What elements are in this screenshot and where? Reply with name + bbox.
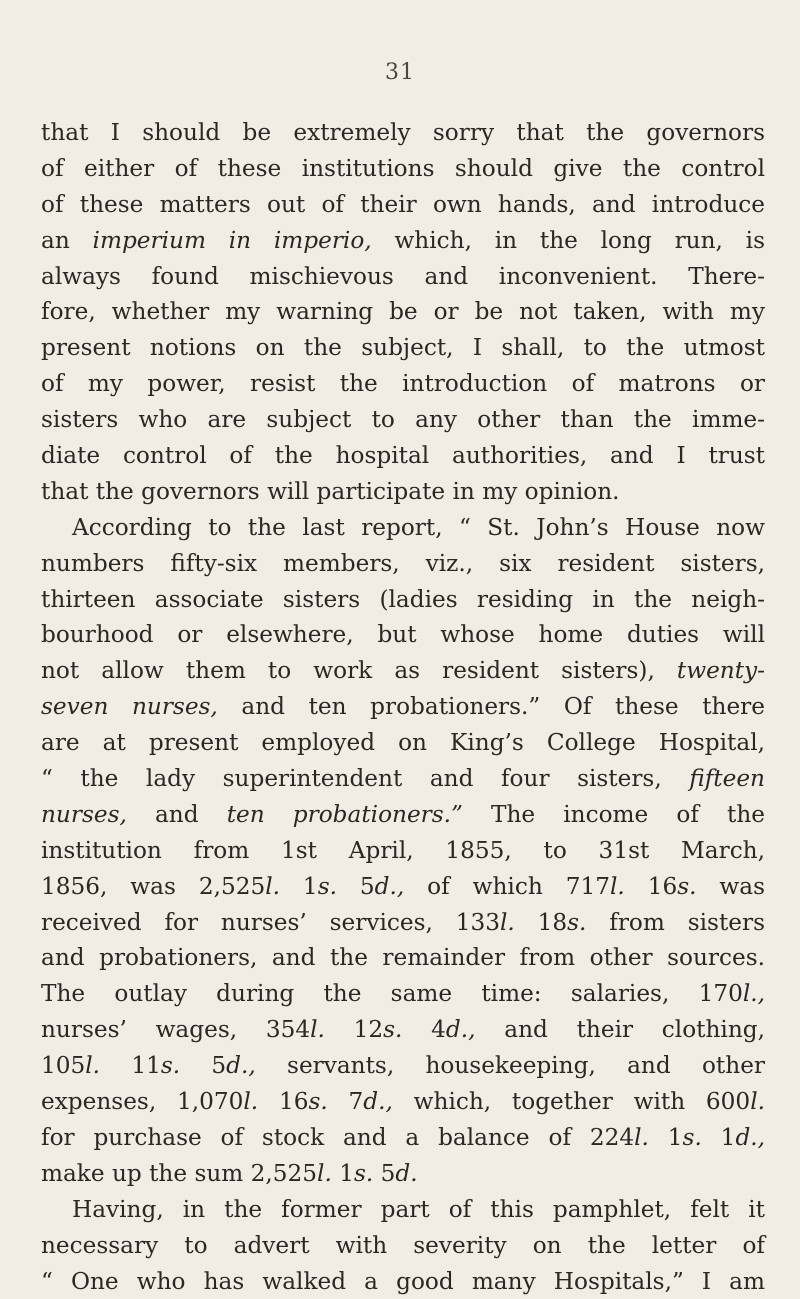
text-line [41, 905, 765, 941]
italic-text: l., [743, 980, 765, 1007]
text-span: and probationers, and the remainder from other sources. [41, 944, 765, 971]
text-line [41, 294, 765, 330]
italic-text: s. [354, 1160, 373, 1187]
italic-text: l. [310, 1016, 325, 1043]
text-span: 16 [625, 873, 677, 900]
text-span: institution from 1st April, 1855, to 31st March, [41, 837, 765, 864]
text-span: bourhood or elsewhere, but whose home duties will [41, 621, 765, 648]
italic-text: l. [85, 1052, 100, 1079]
text-span: 12 [325, 1016, 383, 1043]
text-span: thirteen associate sisters (ladies residing in the neigh- [41, 586, 765, 613]
italic-text: ten probationers.” [227, 801, 463, 828]
text-line [41, 1228, 765, 1264]
italic-text: l. [265, 873, 280, 900]
text-span: are at present employed on King’s College Hospital, [41, 729, 765, 756]
text-line [41, 833, 765, 869]
text-span: which, together with 600 [393, 1088, 750, 1115]
body-text [41, 115, 765, 1299]
text-span: from sisters [586, 909, 765, 936]
text-span: which, in the long run, is [372, 227, 765, 254]
text-span: and [127, 801, 227, 828]
italic-text: l. [317, 1160, 332, 1187]
italic-text: d., [226, 1052, 256, 1079]
italic-text: s. [677, 873, 696, 900]
text-line [41, 438, 765, 474]
text-span: that I should be extremely sorry that the governors [41, 119, 765, 146]
text-span: “ the lady superintendent and four sisters, [41, 765, 689, 792]
text-span: 1856, was 2,525 [41, 873, 265, 900]
text-line [41, 151, 765, 187]
text-span: numbers fifty-six members, viz., six resident sisters, [41, 550, 765, 577]
text-span: 18 [515, 909, 567, 936]
italic-text: fifteen [689, 765, 765, 792]
text-span: The income of the [463, 801, 765, 828]
italic-text: d. [395, 1160, 417, 1187]
text-span: an [41, 227, 93, 254]
text-line [41, 976, 765, 1012]
text-span: 16 [258, 1088, 308, 1115]
text-line [41, 330, 765, 366]
italic-text: s. [318, 873, 337, 900]
italic-text: l. [243, 1088, 258, 1115]
page-number: 31 [0, 60, 800, 85]
text-span: for purchase of stock and a balance of 224 [41, 1124, 634, 1151]
text-line [41, 115, 765, 151]
text-span: 5 [180, 1052, 226, 1079]
text-line [41, 761, 765, 797]
text-span: 7 [328, 1088, 364, 1115]
italic-text: d., [375, 873, 405, 900]
text-line [41, 725, 765, 761]
italic-text: l. [750, 1088, 765, 1115]
text-span: make up the sum 2,525 [41, 1160, 317, 1187]
italic-text: s. [308, 1088, 327, 1115]
text-span: 4 [402, 1016, 446, 1043]
text-line [41, 869, 765, 905]
text-span: nurses’ wages, 354 [41, 1016, 310, 1043]
text-line [41, 617, 765, 653]
text-line [41, 689, 765, 725]
text-span: always found mischievous and inconvenient. There- [41, 263, 765, 290]
text-span: 5 [337, 873, 375, 900]
text-span: sisters who are subject to any other than the imme- [41, 406, 765, 433]
text-span: of my power, resist the introduction of matrons or [41, 370, 765, 397]
text-line [41, 1012, 765, 1048]
italic-text: d., [446, 1016, 476, 1043]
text-span: of which 717 [404, 873, 610, 900]
text-span: 1 [702, 1124, 736, 1151]
text-span: 1 [649, 1124, 683, 1151]
italic-text: l. [634, 1124, 649, 1151]
italic-text: twenty- [677, 657, 765, 684]
italic-text: d., [363, 1088, 393, 1115]
text-line [41, 510, 765, 546]
italic-text: seven nurses, [41, 693, 218, 720]
text-line [41, 797, 765, 833]
italic-text: imperium in imperio, [93, 227, 372, 254]
text-line [41, 1156, 765, 1192]
italic-text: s. [161, 1052, 180, 1079]
text-span: 5 [373, 1160, 395, 1187]
text-span: of these matters out of their own hands, and introduce [41, 191, 765, 218]
text-span: necessary to advert with severity on the letter of [41, 1232, 765, 1259]
italic-text: s. [567, 909, 586, 936]
text-line [41, 259, 765, 295]
italic-text: l. [500, 909, 515, 936]
text-line [41, 366, 765, 402]
text-line [41, 546, 765, 582]
text-span: “ One who has walked a good many Hospitals,” I am [41, 1268, 765, 1295]
text-line [41, 1048, 765, 1084]
text-line [41, 1192, 765, 1228]
text-span: servants, housekeeping, and other [256, 1052, 765, 1079]
italic-text: s. [383, 1016, 402, 1043]
text-span: received for nurses’ services, 133 [41, 909, 500, 936]
text-line [41, 223, 765, 259]
text-span: diate control of the hospital authorities, and I trust [41, 442, 765, 469]
text-span: Having, in the former part of this pamphlet, felt it [72, 1196, 765, 1223]
text-span: that the governors will participate in my opinion. [41, 478, 620, 505]
text-span: not allow them to work as resident sisters), [41, 657, 677, 684]
text-line [41, 1084, 765, 1120]
text-span: According to the last report, “ St. John’s House now [72, 514, 765, 541]
text-span: 105 [41, 1052, 85, 1079]
text-span: and their clothing, [476, 1016, 765, 1043]
italic-text: d., [735, 1124, 765, 1151]
text-line [41, 187, 765, 223]
italic-text: l. [610, 873, 625, 900]
text-span: was [696, 873, 765, 900]
text-span: 1 [332, 1160, 354, 1187]
text-line [41, 402, 765, 438]
text-line [41, 474, 765, 510]
italic-text: s. [683, 1124, 702, 1151]
italic-text: nurses, [41, 801, 127, 828]
text-line [41, 653, 765, 689]
text-span: 1 [280, 873, 318, 900]
text-span: expenses, 1,070 [41, 1088, 243, 1115]
text-span: present notions on the subject, I shall, to the utmost [41, 334, 765, 361]
text-line [41, 1120, 765, 1156]
text-span: The outlay during the same time: salaries, 170 [41, 980, 743, 1007]
text-line [41, 940, 765, 976]
text-span: of either of these institutions should give the control [41, 155, 765, 182]
text-span: fore, whether my warning be or be not taken, with my [41, 298, 765, 325]
text-span: 11 [100, 1052, 161, 1079]
text-span: and ten probationers.” Of these there [218, 693, 765, 720]
text-line [41, 582, 765, 618]
